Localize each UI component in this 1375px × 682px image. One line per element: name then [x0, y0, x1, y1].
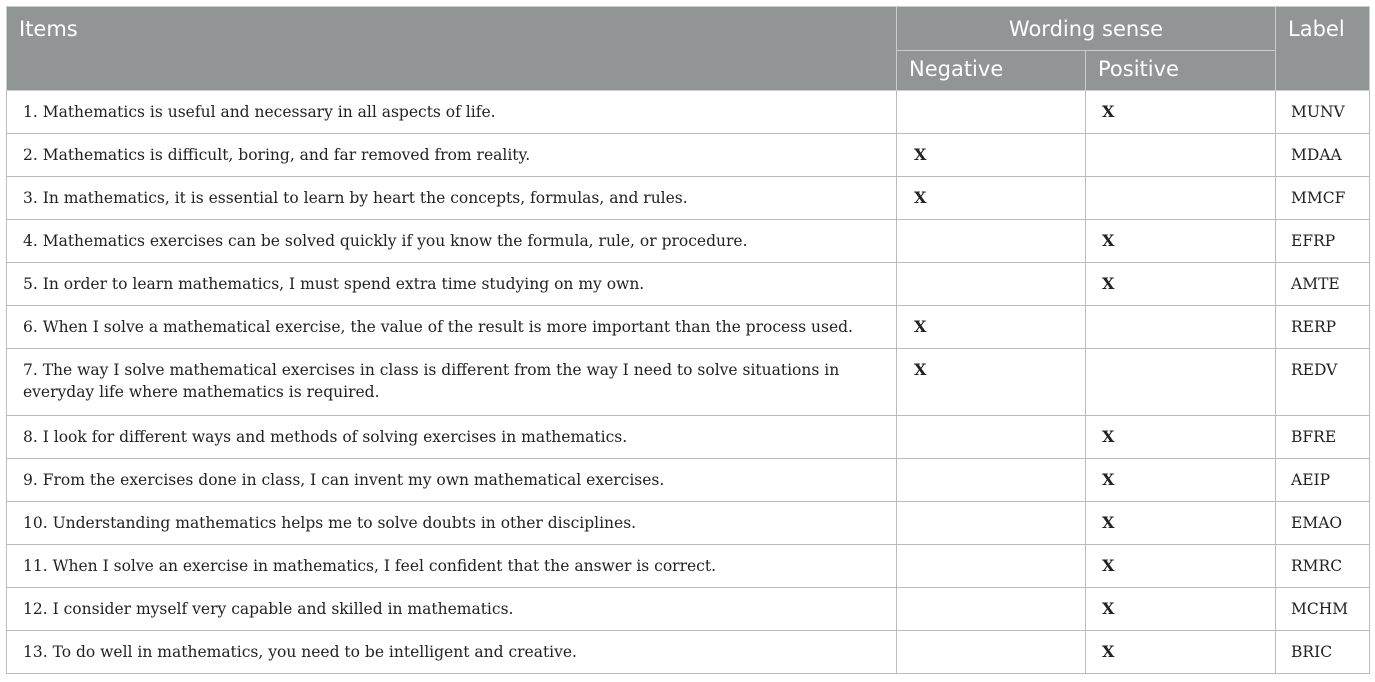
table-header: [7, 7, 1370, 91]
positive-cell-text: X: [1102, 102, 1115, 121]
negative-cell-text: [914, 416, 1085, 434]
negative-cell: [897, 416, 1086, 459]
positive-cell-text: [1102, 306, 1275, 324]
item-cell: [7, 545, 897, 588]
positive-cell-text: X: [1102, 556, 1115, 575]
header-row-top: [7, 7, 1370, 51]
item-cell: [7, 416, 897, 459]
positive-cell: [1086, 91, 1276, 134]
positive-cell: [1086, 459, 1276, 502]
table-row: [7, 306, 1370, 349]
label-cell-text: REDV: [1291, 361, 1338, 379]
positive-cell-text: [1102, 177, 1275, 195]
positive-cell-text: X: [1102, 427, 1115, 446]
item-cell: [7, 588, 897, 631]
positive-cell: [1086, 134, 1276, 177]
negative-cell-text: [914, 588, 1085, 606]
positive-cell: [1086, 545, 1276, 588]
table-body: [7, 91, 1370, 674]
negative-cell: [897, 306, 1086, 349]
negative-cell-text: X: [914, 317, 927, 336]
negative-cell-text: X: [914, 145, 927, 164]
item-cell-text: 11. When I solve an exercise in mathematics, I feel confident that the answer is correct.: [23, 557, 717, 575]
positive-cell: [1086, 306, 1276, 349]
item-cell-text: 12. I consider myself very capable and skilled in mathematics.: [23, 600, 514, 618]
negative-cell-text: [914, 459, 1085, 477]
negative-cell-text: X: [914, 188, 927, 207]
negative-cell-text: [914, 545, 1085, 563]
item-cell-text: 10. Understanding mathematics helps me to solve doubts in other disciplines.: [23, 514, 637, 532]
table-row: [7, 545, 1370, 588]
label-cell-text: RERP: [1291, 318, 1337, 336]
positive-cell: [1086, 588, 1276, 631]
table-row: [7, 416, 1370, 459]
items-header: Items: [7, 7, 897, 91]
positive-cell-text: [1102, 134, 1275, 152]
item-cell: [7, 631, 897, 674]
item-cell: [7, 177, 897, 220]
label-cell: [1276, 263, 1370, 306]
item-cell-text: 6. When I solve a mathematical exercise, the value of the result is more important than the process used.: [23, 318, 853, 336]
item-cell: [7, 91, 897, 134]
negative-cell: [897, 545, 1086, 588]
positive-cell: [1086, 220, 1276, 263]
table-row: [7, 134, 1370, 177]
item-cell: [7, 459, 897, 502]
table-row: [7, 349, 1370, 416]
table-row: [7, 588, 1370, 631]
label-cell: [1276, 91, 1370, 134]
table-row: [7, 631, 1370, 674]
table-row: [7, 177, 1370, 220]
label-cell-text: BRIC: [1291, 643, 1333, 661]
label-cell-text: EMAO: [1291, 514, 1343, 532]
item-cell-text: 9. From the exercises done in class, I can invent my own mathematical exercises.: [23, 471, 665, 489]
wording-sense-header: Wording sense: [897, 7, 1276, 51]
label-cell: [1276, 134, 1370, 177]
label-cell: [1276, 545, 1370, 588]
negative-cell: [897, 177, 1086, 220]
negative-cell-text: [914, 91, 1085, 109]
table-row: [7, 91, 1370, 134]
positive-header: Positive: [1086, 51, 1276, 91]
negative-cell: [897, 459, 1086, 502]
table-row: [7, 459, 1370, 502]
positive-cell-text: X: [1102, 513, 1115, 532]
positive-cell-text: [1102, 349, 1275, 367]
negative-header: Negative: [897, 51, 1086, 91]
positive-cell: [1086, 263, 1276, 306]
positive-cell-text: X: [1102, 599, 1115, 618]
label-cell: [1276, 177, 1370, 220]
item-cell-text: 3. In mathematics, it is essential to learn by heart the concepts, formulas, and rules.: [23, 189, 688, 207]
label-cell: [1276, 306, 1370, 349]
table-row: [7, 220, 1370, 263]
positive-cell: [1086, 502, 1276, 545]
label-cell-text: AMTE: [1291, 275, 1340, 293]
item-cell: [7, 220, 897, 263]
negative-cell-text: [914, 263, 1085, 281]
item-cell-text: 7. The way I solve mathematical exercises in class is different from the way I need to solve situations in everyday life where mathematics is required.: [23, 361, 840, 401]
negative-cell-text: [914, 220, 1085, 238]
items-table: [6, 6, 1370, 674]
positive-cell-text: X: [1102, 231, 1115, 250]
negative-cell: [897, 502, 1086, 545]
item-cell-text: 1. Mathematics is useful and necessary in all aspects of life.: [23, 103, 496, 121]
negative-cell: [897, 631, 1086, 674]
negative-cell-text: [914, 502, 1085, 520]
label-cell-text: BFRE: [1291, 428, 1337, 446]
label-cell: [1276, 349, 1370, 416]
label-cell-text: EFRP: [1291, 232, 1336, 250]
item-cell-text: 4. Mathematics exercises can be solved quickly if you know the formula, rule, or procedure.: [23, 232, 748, 250]
table-row: [7, 502, 1370, 545]
positive-cell: [1086, 631, 1276, 674]
item-cell-text: 5. In order to learn mathematics, I must spend extra time studying on my own.: [23, 275, 645, 293]
label-cell: [1276, 502, 1370, 545]
positive-cell: [1086, 349, 1276, 416]
label-header: Label: [1276, 7, 1370, 91]
item-cell: [7, 349, 897, 416]
item-cell: [7, 134, 897, 177]
negative-cell: [897, 134, 1086, 177]
negative-cell-text: [914, 631, 1085, 649]
negative-cell: [897, 349, 1086, 416]
negative-cell: [897, 91, 1086, 134]
label-cell-text: AEIP: [1291, 471, 1331, 489]
negative-cell: [897, 220, 1086, 263]
label-cell: [1276, 416, 1370, 459]
positive-cell-text: X: [1102, 470, 1115, 489]
label-cell-text: MMCF: [1291, 189, 1346, 207]
item-cell-text: 2. Mathematics is difficult, boring, and far removed from reality.: [23, 146, 531, 164]
positive-cell: [1086, 177, 1276, 220]
positive-cell: [1086, 416, 1276, 459]
item-cell: [7, 263, 897, 306]
positive-cell-text: X: [1102, 642, 1115, 661]
positive-cell-text: X: [1102, 274, 1115, 293]
label-cell-text: RMRC: [1291, 557, 1343, 575]
label-cell-text: MUNV: [1291, 103, 1345, 121]
label-cell: [1276, 459, 1370, 502]
negative-cell: [897, 263, 1086, 306]
label-cell: [1276, 588, 1370, 631]
item-cell: [7, 306, 897, 349]
negative-cell: [897, 588, 1086, 631]
item-cell: [7, 502, 897, 545]
label-cell-text: MDAA: [1291, 146, 1342, 164]
item-cell-text: 8. I look for different ways and methods of solving exercises in mathematics.: [23, 428, 628, 446]
label-cell: [1276, 220, 1370, 263]
label-cell: [1276, 631, 1370, 674]
item-cell-text: 13. To do well in mathematics, you need to be intelligent and creative.: [23, 643, 577, 661]
negative-cell-text: X: [914, 360, 927, 379]
table-row: [7, 263, 1370, 306]
label-cell-text: MCHM: [1291, 600, 1349, 618]
